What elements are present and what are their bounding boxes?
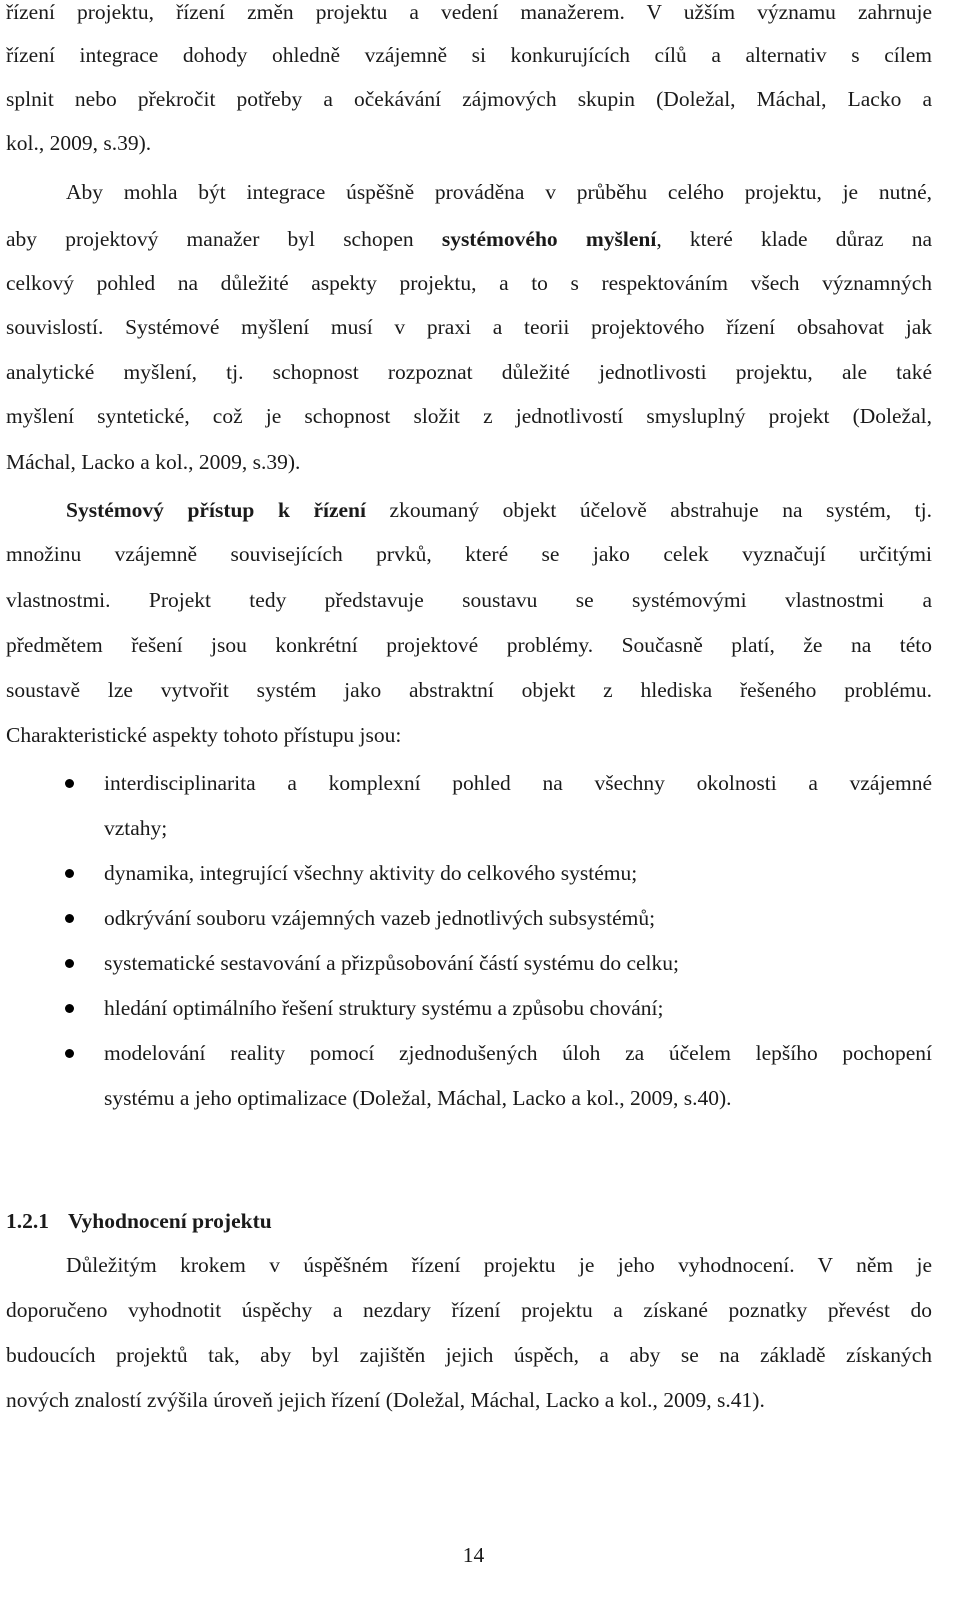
paragraph-line: Charakteristické aspekty tohoto přístupu jsou: <box>6 723 402 747</box>
bold-term: systémového myšlení <box>441 227 657 251</box>
paragraph-line: množinu vzájemně souvisejících prvků, které se jako celek vyznačují určitými <box>6 542 932 566</box>
paragraph-line: řízení integrace dohody ohledně vzájemně si konkurujících cílů a alternativ s cílem <box>6 43 932 67</box>
paragraph-line: budoucích projektů tak, aby byl zajištěn jejich úspěch, a aby se na základě získaných <box>6 1343 932 1367</box>
list-item: hledání optimálního řešení struktury systému a způsobu chování; <box>104 996 664 1020</box>
paragraph-line: soustavě lze vytvořit systém jako abstraktní objekt z hlediska řešeného problému. <box>6 678 932 702</box>
section-number: 1.2.1 <box>6 1209 49 1233</box>
paragraph-line: Aby mohla být integrace úspěšně prováděna v průběhu celého projektu, je nutné, <box>66 180 932 204</box>
paragraph-text: zkoumaný objekt účelově abstrahuje na systém, tj. <box>365 498 933 522</box>
list-item: dynamika, integrující všechny aktivity do celkového systému; <box>104 861 638 885</box>
paragraph-line: Máchal, Lacko a kol., 2009, s.39). <box>6 450 301 474</box>
page-number: 14 <box>462 1543 485 1567</box>
list-item: odkrývání souboru vzájemných vazeb jednotlivých subsystémů; <box>104 906 656 930</box>
paragraph-line: souvislostí. Systémové myšlení musí v praxi a teorii projektového řízení obsahovat jak <box>6 315 932 339</box>
section-title: Vyhodnocení projektu <box>68 1209 272 1233</box>
paragraph-line: Důležitým krokem v úspěšném řízení projektu je jeho vyhodnocení. V něm je <box>66 1253 932 1277</box>
paragraph-text: aby projektový manažer byl schopen <box>6 227 442 251</box>
list-item: modelování reality pomocí zjednodušených úloh za účelem lepšího pochopení <box>104 1041 932 1065</box>
paragraph-line: splnit nebo překročit potřeby a očekávání zájmových skupin (Doležal, Máchal, Lacko a <box>6 87 932 111</box>
paragraph-line <box>6 224 932 254</box>
paragraph-line: nových znalostí zvýšila úroveň jejich řízení (Doležal, Máchal, Lacko a kol., 2009, s.41). <box>6 1388 765 1412</box>
paragraph-line: řízení projektu, řízení změn projektu a vedení manažerem. V užším významu zahrnuje <box>6 0 932 24</box>
paragraph-line: vlastnostmi. Projekt tedy představuje soustavu se systémovými vlastnostmi a <box>6 588 932 612</box>
paragraph-line: analytické myšlení, tj. schopnost rozpoznat důležité jednotlivosti projektu, ale také <box>6 360 932 384</box>
bold-term: Systémový přístup k řízení <box>66 498 366 522</box>
paragraph-line: celkový pohled na důležité aspekty projektu, a to s respektováním všech významných <box>6 271 932 295</box>
list-item: interdisciplinarita a komplexní pohled na všechny okolnosti a vzájemné <box>104 771 932 795</box>
paragraph-line: myšlení syntetické, což je schopnost složit z jednotlivostí smysluplný projekt (Doležal, <box>6 404 932 428</box>
paragraph-line <box>6 495 932 525</box>
section-heading <box>6 1206 272 1236</box>
paragraph-line: kol., 2009, s.39). <box>6 131 152 155</box>
list-item-continuation: systému a jeho optimalizace (Doležal, Máchal, Lacko a kol., 2009, s.40). <box>104 1086 732 1110</box>
paragraph-text: , které klade důraz na <box>656 227 932 251</box>
paragraph-line: doporučeno vyhodnotit úspěchy a nezdary řízení projektu a získané poznatky převést do <box>6 1298 932 1322</box>
paragraph-line: předmětem řešení jsou konkrétní projektové problémy. Současně platí, že na této <box>6 633 932 657</box>
list-item: systematické sestavování a přizpůsobování částí systému do celku; <box>104 951 679 975</box>
list-item-continuation: vztahy; <box>104 816 168 840</box>
